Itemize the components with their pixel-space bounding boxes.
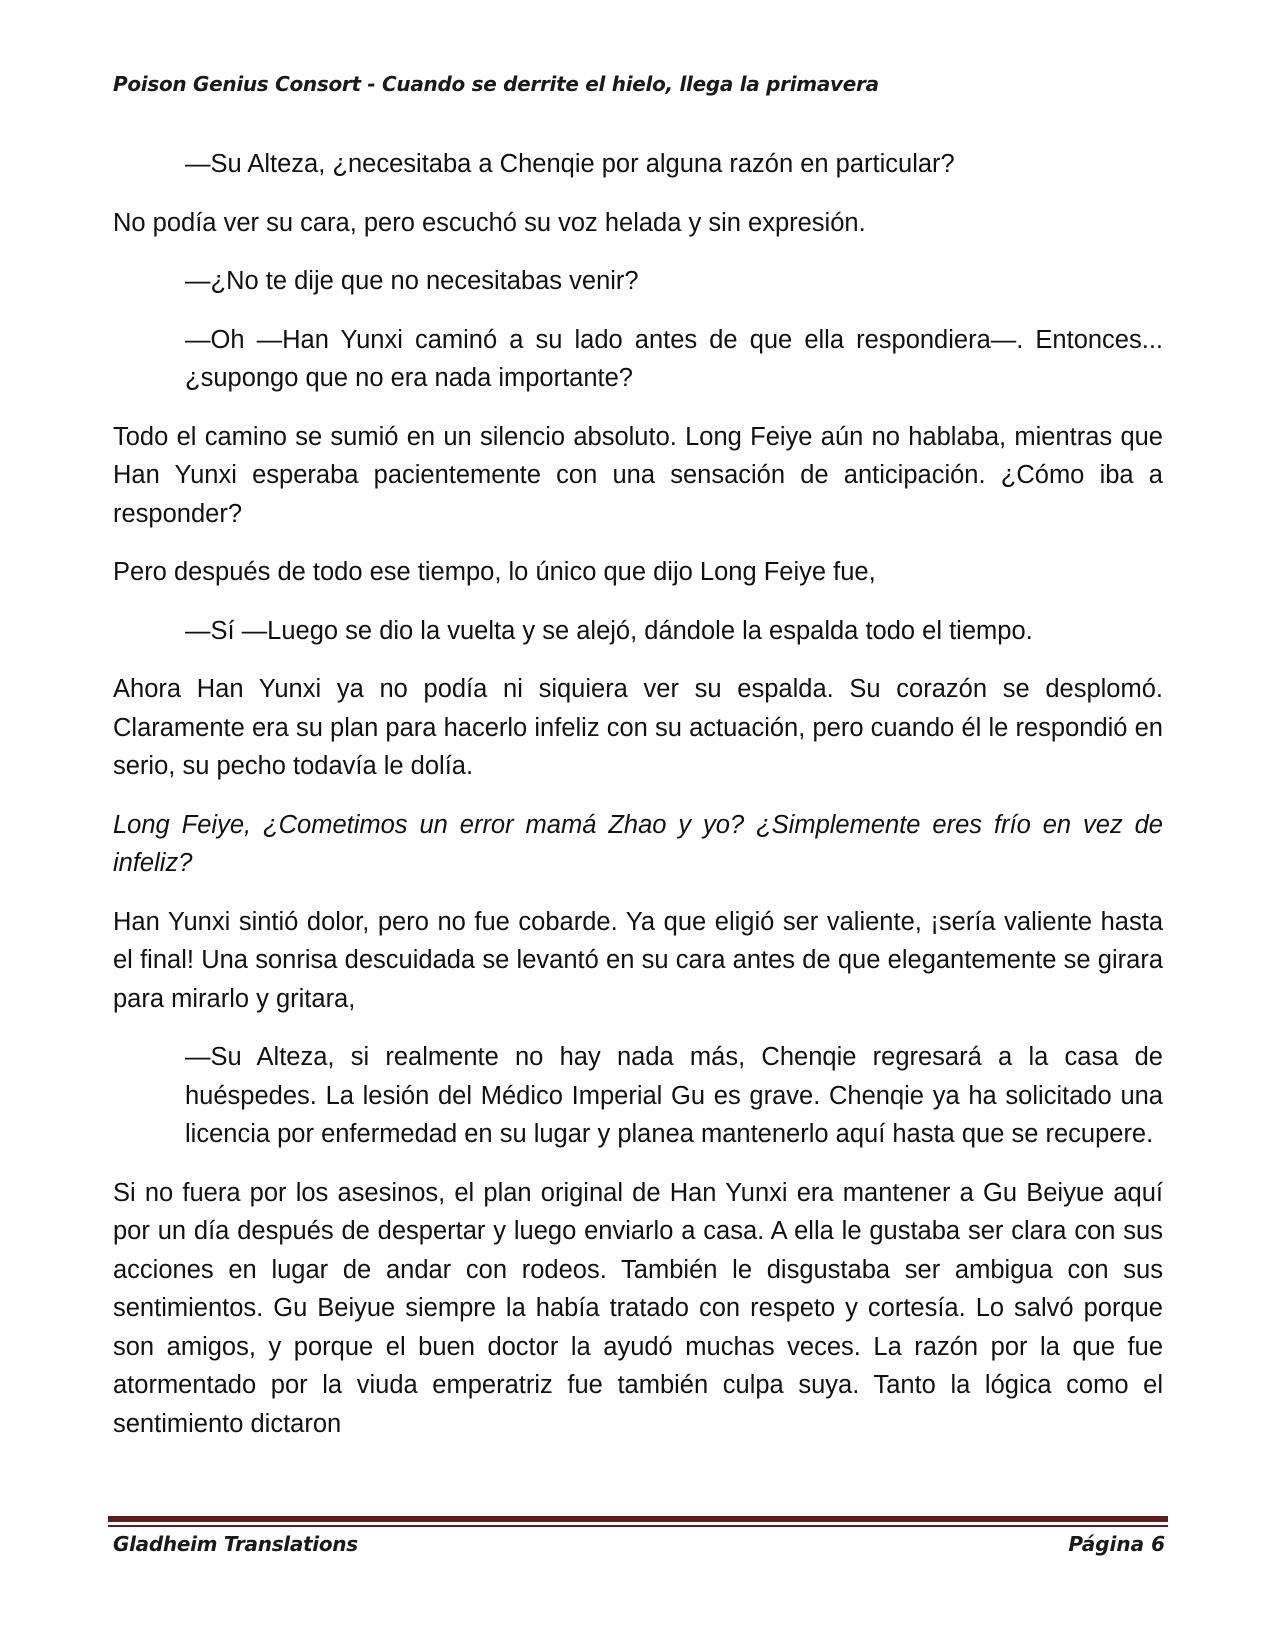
footer-divider-thin bbox=[108, 1525, 1168, 1527]
footer-translator-name: Gladheim Translations bbox=[113, 1532, 358, 1556]
paragraph: No podía ver su cara, pero escuchó su voz helada y sin expresión. bbox=[113, 208, 866, 237]
paragraph: Si no fuera por los asesinos, el plan original de Han Yunxi era mantener a Gu Beiyue aquí por un día después de despertar y luego enviarlo a casa. A ella le gustaba ser clara con sus acciones en lugar de andar con rodeos. También le disgustaba ser ambigua con sus sentimientos. Gu Beiyue siempre la había tratado con respeto y cortesía. Lo salvó porque son amigos, y porque el buen doctor la ayudó muchas veces. La razón por la que fue atormentado por la viuda emperatriz fue también culpa suya. Tanto la lógica como el sentimiento dictaron bbox=[113, 1178, 1163, 1438]
paragraph: Pero después de todo ese tiempo, lo único que dijo Long Feiye fue, bbox=[113, 558, 876, 586]
page-header-title: Poison Genius Consort - Cuando se derrite el hielo, llega la primavera bbox=[113, 72, 879, 96]
paragraph-italic-thought: Long Feiye, ¿Cometimos un error mamá Zhao y yo? ¿Simplemente eres frío en vez de infeliz? bbox=[113, 810, 1163, 877]
paragraph: —¿No te dije que no necesitabas venir? bbox=[185, 267, 639, 295]
paragraph: —Sí —Luego se dio la vuelta y se alejó, dándole la espalda todo el tiempo. bbox=[185, 616, 1033, 645]
paragraph: Todo el camino se sumió en un silencio absoluto. Long Feiye aún no hablaba, mientras que Han Yunxi esperaba pacientemente con una sensación de anticipación. ¿Cómo iba a responder? bbox=[113, 422, 1163, 528]
footer-page-number: Página 6 bbox=[1068, 1532, 1165, 1556]
paragraph: —Su Alteza, si realmente no hay nada más, Chenqie regresará a la casa de huéspedes. La lesión del Médico Imperial Gu es grave. Chenqie ya ha solicitado una licencia por enfermedad en su lugar y planea mantenerlo aquí hasta que se recupere. bbox=[185, 1043, 1163, 1148]
paragraph: —Oh —Han Yunxi caminó a su lado antes de que ella respondiera—. Entonces... ¿supongo que no era nada importante? bbox=[185, 325, 1163, 392]
document-body bbox=[113, 145, 1163, 1463]
paragraph: Han Yunxi sintió dolor, pero no fue cobarde. Ya que eligió ser valiente, ¡sería valiente hasta el final! Una sonrisa descuidada se levantó en su cara antes de que elegantemente se girara para mirarlo y gritara, bbox=[113, 907, 1163, 1013]
paragraph: —Su Alteza, ¿necesitaba a Chenqie por alguna razón en particular? bbox=[185, 150, 955, 178]
paragraph: Ahora Han Yunxi ya no podía ni siquiera ver su espalda. Su corazón se desplomó. Claramente era su plan para hacerlo infeliz con su actuación, pero cuando él le respondió en serio, su pecho todavía le dolía. bbox=[113, 675, 1163, 780]
footer-divider-thick bbox=[108, 1516, 1168, 1522]
